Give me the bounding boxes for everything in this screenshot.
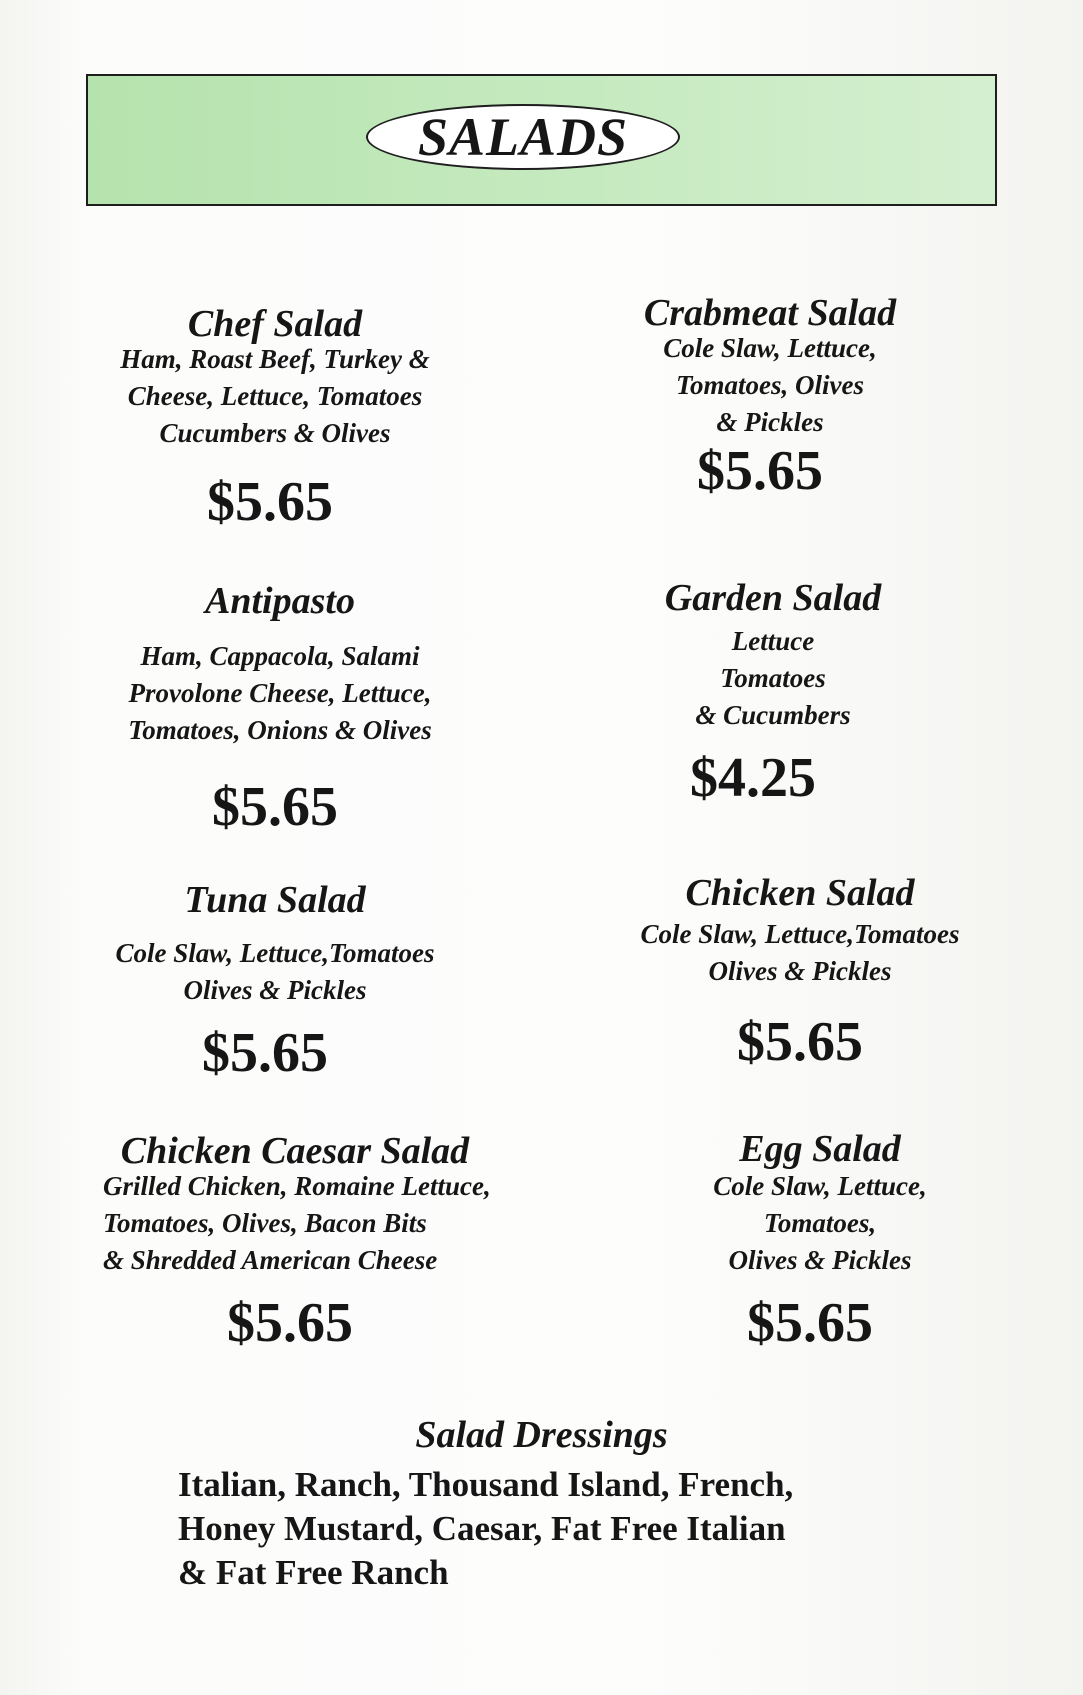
item-description-line: Ham, Cappacola, Salami — [140, 641, 420, 671]
item-description-line: Cole Slaw, Lettuce,Tomatoes — [640, 919, 960, 949]
item-description-line: & Shredded American Cheese — [103, 1245, 438, 1275]
item-name: Chicken Salad — [685, 872, 915, 914]
item-description-line: Olives & Pickles — [183, 975, 367, 1005]
item-name: Antipasto — [205, 580, 355, 622]
menu-item-egg-salad — [640, 1126, 1000, 1353]
item-price: $5.65 — [207, 471, 333, 533]
menu-item-tuna-salad — [80, 877, 470, 1083]
item-price: $5.65 — [747, 1292, 873, 1354]
item-description-line: Olives & Pickles — [728, 1245, 912, 1275]
item-name: Garden Salad — [664, 577, 882, 619]
item-description-line: Cole Slaw, Lettuce, — [663, 333, 877, 363]
dressings-line: Honey Mustard, Caesar, Fat Free Italian — [178, 1509, 786, 1548]
item-description-line: Ham, Roast Beef, Turkey & — [120, 344, 430, 374]
item-description — [85, 1168, 505, 1279]
menu-item-antipasto — [85, 578, 475, 837]
item-description-line: Cheese, Lettuce, Tomatoes — [127, 381, 423, 411]
item-description-line: Tomatoes, Onions & Olives — [128, 715, 432, 745]
item-name: Crabmeat Salad — [643, 292, 897, 334]
page-title: SALADS — [417, 107, 629, 167]
item-description — [600, 916, 1000, 990]
item-name: Tuna Salad — [184, 879, 366, 921]
item-price: $4.25 — [690, 747, 816, 809]
dressings-line: Italian, Ranch, Thousand Island, French, — [178, 1465, 794, 1504]
item-price: $5.65 — [697, 440, 823, 502]
item-description — [85, 638, 475, 749]
item-description — [598, 623, 948, 734]
item-description-line: & Cucumbers — [695, 700, 851, 730]
item-description — [585, 330, 955, 441]
header-oval — [366, 104, 680, 170]
dressings-heading: Salad Dressings — [415, 1414, 668, 1456]
item-description-line: Olives & Pickles — [708, 956, 892, 986]
item-description-line: Grilled Chicken, Romaine Lettuce, — [103, 1171, 491, 1201]
item-description-line: Tomatoes — [720, 663, 826, 693]
item-price: $5.65 — [227, 1292, 353, 1354]
item-description-line: Cole Slaw, Lettuce,Tomatoes — [115, 938, 435, 968]
dressings-line: & Fat Free Ranch — [178, 1553, 449, 1592]
item-price: $5.65 — [202, 1022, 328, 1084]
item-description-line: Tomatoes, Olives — [676, 370, 864, 400]
item-name: Chef Salad — [187, 303, 363, 345]
item-price: $5.65 — [737, 1011, 863, 1073]
menu-item-chicken-salad — [600, 870, 1000, 1072]
item-description-line: Tomatoes, — [763, 1208, 877, 1238]
item-name: Chicken Caesar Salad — [120, 1130, 470, 1172]
item-description-line: Cucumbers & Olives — [159, 418, 391, 448]
item-description-line: & Pickles — [716, 407, 824, 437]
item-description-line: Cole Slaw, Lettuce, — [713, 1171, 927, 1201]
item-description — [80, 341, 470, 452]
item-description-line: Tomatoes, Olives, Bacon Bits — [103, 1208, 427, 1238]
item-description-line: Provolone Cheese, Lettuce, — [128, 678, 432, 708]
menu-item-garden-salad — [598, 575, 948, 808]
menu-item-chicken-caesar-salad — [85, 1128, 505, 1353]
item-name: Egg Salad — [739, 1128, 901, 1170]
item-description — [640, 1168, 1000, 1279]
item-description-line: Lettuce — [731, 626, 815, 656]
item-price: $5.65 — [212, 776, 338, 838]
menu-item-crabmeat-salad — [585, 290, 955, 501]
menu-item-chef-salad — [80, 301, 470, 532]
item-description — [80, 935, 470, 1009]
dressings-list — [178, 1463, 978, 1595]
